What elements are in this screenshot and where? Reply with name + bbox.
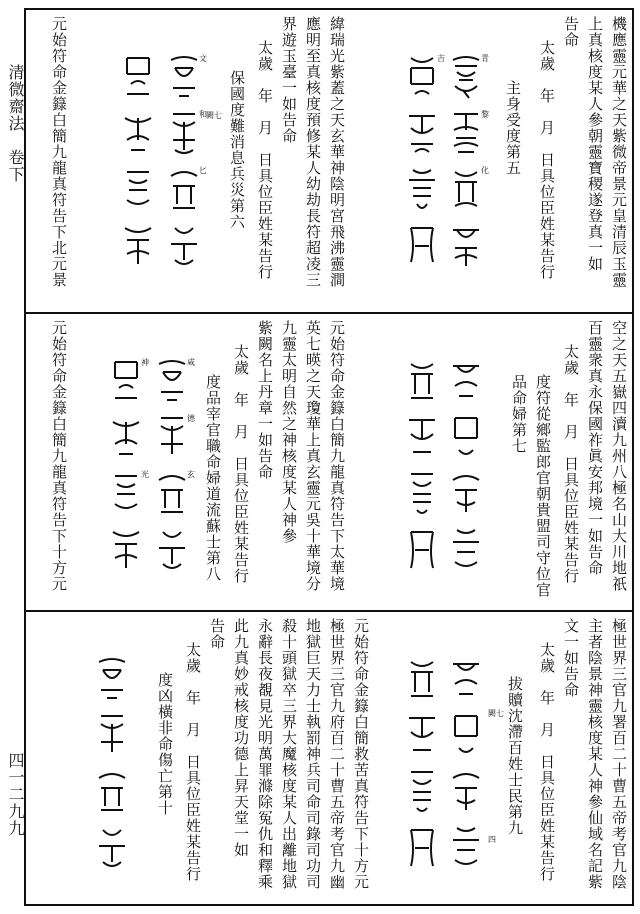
talisman-glyph: 化 bbox=[449, 166, 483, 212]
talisman-glyph bbox=[405, 526, 439, 572]
text-column: 極世界三官九署百二十曹五帝考官九陰 bbox=[610, 618, 628, 890]
text-column: 英七暎之天瓊華上真玄靈元吳十華境分 bbox=[304, 320, 322, 592]
text-column: 此九真妙戒核度功德上昇天堂一如 bbox=[232, 618, 250, 858]
seal-column bbox=[402, 656, 442, 870]
talisman-glyph bbox=[95, 656, 129, 702]
talisman-glyph bbox=[449, 414, 483, 460]
talisman-glyph bbox=[449, 824, 483, 870]
talisman-glyph: 吉 bbox=[405, 54, 439, 100]
section-heading: 品命婦第七 bbox=[510, 374, 528, 454]
seal-column bbox=[446, 656, 486, 870]
text-column: 元始符命金籙白簡救苦真符告下十方元 bbox=[352, 618, 370, 890]
margin-tag: 闕七 bbox=[488, 709, 504, 718]
text-column: 地獄巨天力士執罰神兵司命司錄司功司 bbox=[304, 618, 322, 890]
text-column: 應明至真核度預修某人幼劫長符超凌三 bbox=[304, 16, 322, 288]
talisman-glyph: 咸 bbox=[155, 358, 189, 404]
text-column: 主者陰景神靈核度某人神參仙域名記紫 bbox=[586, 618, 604, 890]
seal-column bbox=[446, 54, 489, 268]
talisman-glyph: 玄 bbox=[155, 470, 189, 516]
talisman-glyph bbox=[95, 768, 129, 814]
talisman-glyph bbox=[405, 110, 439, 156]
section-heading: 度符從鄉監郎官朝貴盟司守位官 bbox=[534, 374, 552, 598]
talisman-glyph bbox=[405, 166, 439, 212]
talisman-glyph bbox=[405, 414, 439, 460]
text-column: 太歲 年 月 日具位臣姓某告行 bbox=[562, 344, 580, 584]
talisman-glyph bbox=[405, 358, 439, 404]
text-column: 永辭長夜覩見光明萬罪滌除冤仇和釋乘 bbox=[256, 618, 274, 890]
talisman-glyph bbox=[405, 656, 439, 702]
talisman-glyph bbox=[449, 768, 483, 814]
talisman-glyph bbox=[121, 222, 155, 268]
text-column: 機應靈元華之天紫微帝景元皇清辰玉靈 bbox=[610, 16, 628, 288]
text-column: 太歲 年 月 日具位臣姓某告行 bbox=[538, 40, 556, 280]
talisman-glyph bbox=[405, 824, 439, 870]
text-column: 九靈太明自然之神核度某人神參 bbox=[280, 320, 298, 544]
text-column: 告命 bbox=[208, 618, 226, 650]
section-heading: 度凶橫非命傷亡第十 bbox=[156, 672, 174, 816]
talisman-glyph bbox=[449, 470, 483, 516]
text-column: 太歲 年 月 日具位臣姓某告行 bbox=[538, 642, 556, 882]
talisman-glyph bbox=[449, 358, 483, 404]
section-heading: 拔贖沈滯百姓士民第九 bbox=[506, 676, 524, 836]
talisman-glyph: 和 bbox=[167, 110, 201, 156]
talisman-glyph: 青 bbox=[449, 54, 483, 100]
margin-tag: 闕七 bbox=[206, 111, 222, 120]
talisman-glyph bbox=[405, 470, 439, 516]
text-column: 極世界三官九府百二十曹五帝考官九幽 bbox=[328, 618, 346, 890]
talisman-glyph bbox=[121, 166, 155, 212]
talisman-glyph bbox=[109, 526, 143, 572]
panel-upper bbox=[26, 10, 632, 310]
text-column: 空之天五嶽四瀆九州八極名山大川地祇 bbox=[610, 320, 628, 592]
talisman-glyph bbox=[167, 222, 201, 268]
section-heading: 度品宰官職命婦道流蘇士第八 bbox=[204, 374, 222, 582]
text-column: 界遊玉臺一如告命 bbox=[280, 16, 298, 144]
talisman-glyph: 文 bbox=[167, 54, 201, 100]
talisman-glyph bbox=[405, 712, 439, 758]
talisman-glyph bbox=[449, 222, 483, 268]
talisman-glyph bbox=[155, 526, 189, 572]
panel-lower bbox=[26, 612, 632, 904]
text-column: 元始符命金籙白簡九龍真符告下十方元 bbox=[50, 320, 68, 592]
text-column: 文一如告命 bbox=[562, 618, 580, 698]
talisman-glyph: 黎 bbox=[449, 110, 483, 156]
talisman-glyph: 光 bbox=[109, 470, 143, 516]
panel-middle bbox=[26, 314, 632, 610]
text-column: 元始符命金籙白簡九龍真符告下北元景 bbox=[50, 16, 68, 288]
seal-column bbox=[446, 358, 486, 572]
margin-tag: 四 bbox=[488, 835, 496, 844]
talisman-glyph: 匕 bbox=[167, 166, 201, 212]
seal-column bbox=[152, 358, 195, 572]
talisman-glyph: 神 bbox=[109, 358, 143, 404]
page-frame bbox=[24, 8, 634, 906]
text-column: 告命 bbox=[562, 16, 580, 48]
text-column: 紫闕名上丹章一如告命 bbox=[256, 320, 274, 480]
text-column: 上真核度某人參朝靈寶稷遂登真一如 bbox=[586, 16, 604, 272]
seal-column bbox=[106, 358, 149, 572]
talisman-glyph bbox=[449, 656, 483, 702]
seal-column bbox=[92, 656, 132, 870]
talisman-glyph bbox=[405, 768, 439, 814]
text-column: 殺十頭獄卒三界大魔核度某人出離地獄 bbox=[280, 618, 298, 890]
talisman-glyph bbox=[449, 712, 483, 758]
talisman-glyph bbox=[405, 222, 439, 268]
text-column: 元始符命金籙白簡九龍真符告下太華境 bbox=[328, 320, 346, 592]
seal-column bbox=[164, 54, 207, 268]
seal-column bbox=[402, 54, 445, 268]
text-column: 太歲 年 月 日具位臣姓某告行 bbox=[256, 40, 274, 280]
talisman-glyph bbox=[121, 54, 155, 100]
talisman-glyph bbox=[109, 414, 143, 460]
seal-column bbox=[118, 54, 158, 268]
talisman-glyph bbox=[121, 110, 155, 156]
text-column: 緯瑞光紫蓋之天玄華神陰明宮飛沸靈澗 bbox=[328, 16, 346, 288]
text-column: 百靈衆真永保國祚眞安邦境一如告命 bbox=[586, 320, 604, 576]
section-heading: 主身受度第五 bbox=[504, 80, 522, 176]
talisman-glyph: 德 bbox=[155, 414, 189, 460]
section-heading: 保國度難消息兵災第六 bbox=[228, 70, 246, 230]
text-column: 太歲 年 月 日具位臣姓某告行 bbox=[232, 344, 250, 584]
talisman-glyph bbox=[95, 824, 129, 870]
left-margin-title: 清微齋法 卷下 bbox=[6, 64, 25, 183]
talisman-glyph bbox=[95, 712, 129, 758]
talisman-glyph bbox=[449, 526, 483, 572]
seal-column bbox=[402, 358, 442, 572]
page-number: 四一二九九 bbox=[6, 752, 25, 837]
text-column: 太歲 年 月 日具位臣姓某告行 bbox=[184, 642, 202, 882]
